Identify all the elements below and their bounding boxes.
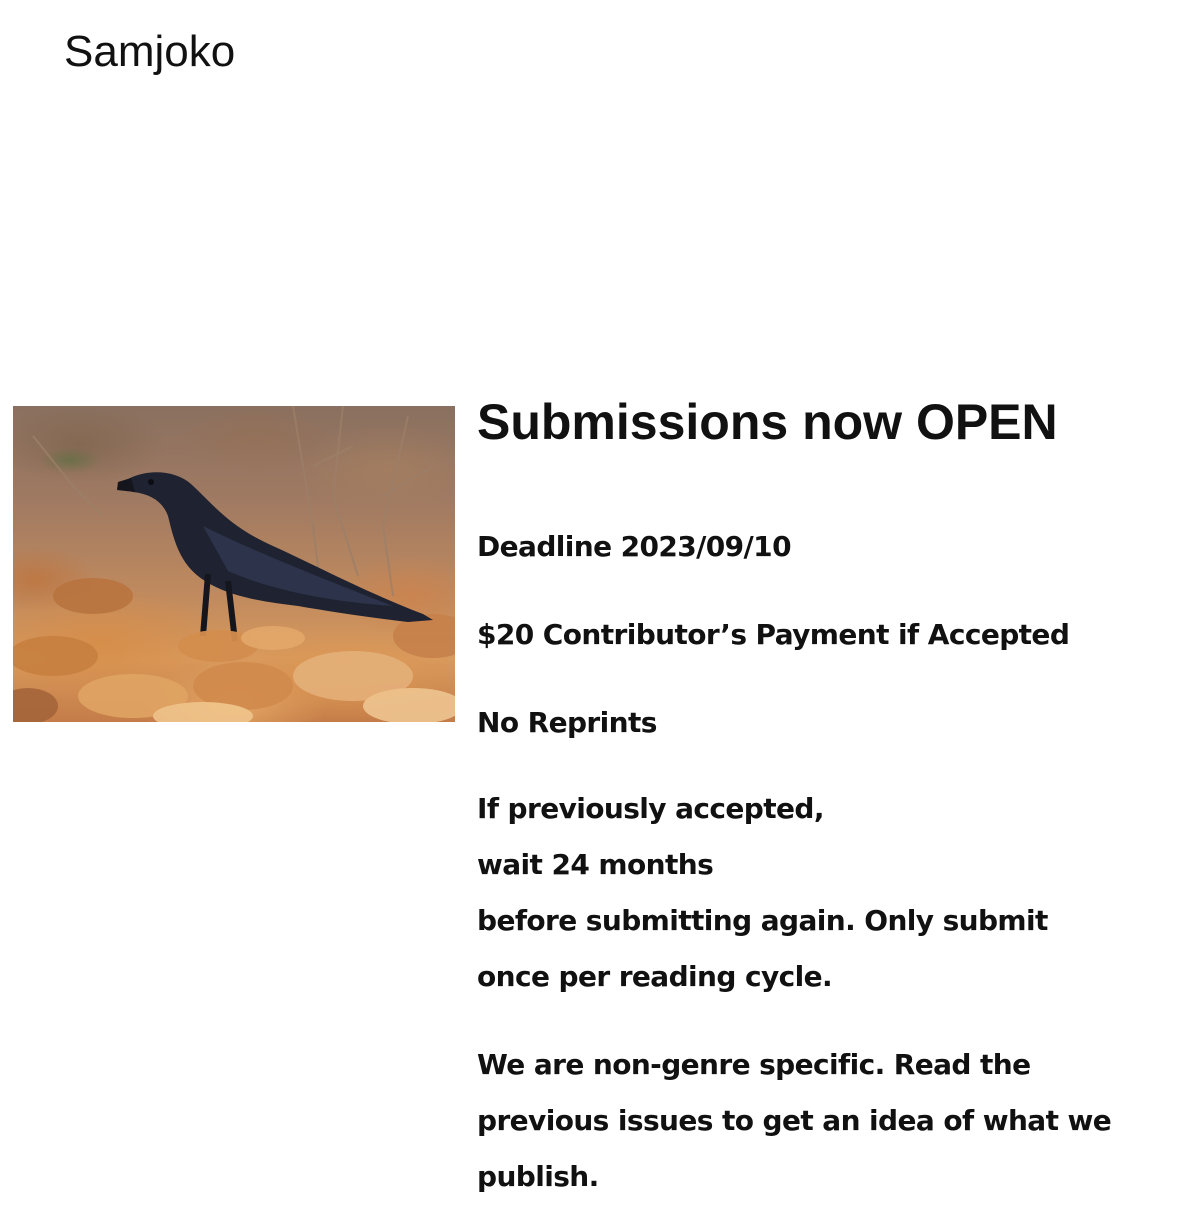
genre-line: We are non-genre specific. Read the [477,1048,1031,1081]
crow-photo [13,406,455,722]
crow-image-icon [13,406,455,722]
site-title-link[interactable]: Samjoko [64,27,236,76]
submission-info [477,392,1177,1193]
policy-line: before submitting again. Only submit [477,904,1048,937]
genre-line: publish. [477,1160,599,1193]
genre-policy [477,1037,1111,1205]
payment-text: $20 Contributor’s Payment if Accepted [477,618,1070,651]
reprints-text: No Reprints [477,706,657,739]
genre-line: previous issues to get an idea of what we [477,1104,1112,1137]
deadline-text: Deadline 2023/09/10 [477,530,791,563]
resubmission-policy [477,781,1048,1005]
policy-line: If previously accepted, [477,792,824,825]
policy-line: wait 24 months [477,848,714,881]
policy-line: once per reading cycle. [477,960,833,993]
page-heading: Submissions now OPEN [477,394,1058,450]
